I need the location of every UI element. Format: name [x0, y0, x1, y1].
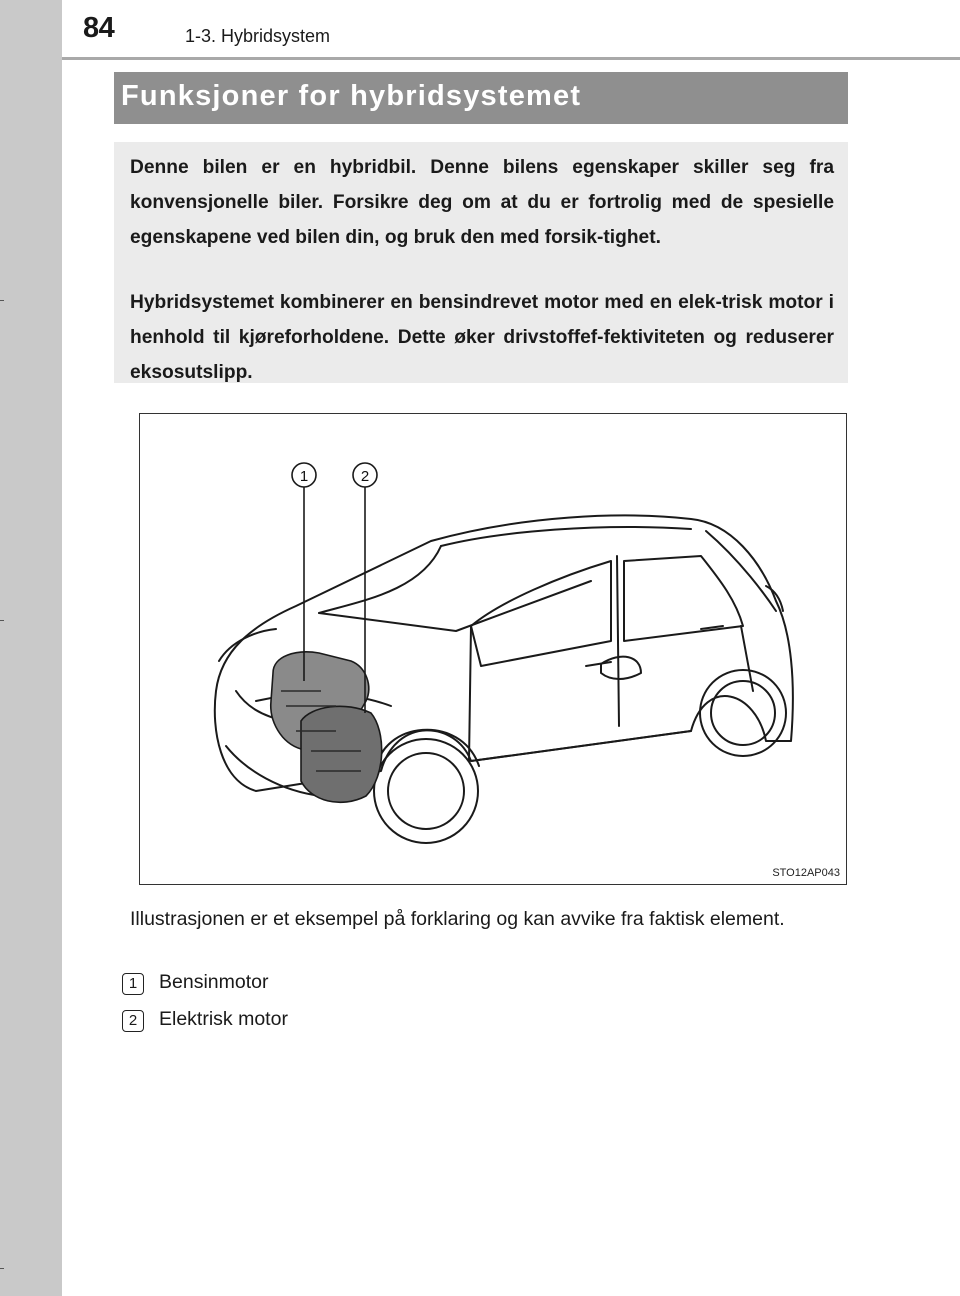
- section-title: Funksjoner for hybridsystemet: [121, 80, 582, 112]
- figure-callout-1: 1: [299, 468, 309, 485]
- margin-tick: [0, 1268, 4, 1269]
- header-rule: [62, 57, 960, 60]
- figure-code: STO12AP043: [772, 867, 840, 879]
- hybrid-car-illustration: [140, 414, 845, 883]
- legend-label: Bensinmotor: [159, 971, 269, 993]
- intro-paragraph: Denne bilen er en hybridbil. Denne bilens egenskaper skiller seg fra konvensjonelle biler. Forsikre deg om at du er fortrolig med de spesielle egenskapene ved bilen din, og bruk den med forsik-tighet.: [130, 157, 834, 248]
- chapter-title: 1-3. Hybridsystem: [185, 26, 331, 46]
- page-number: 84: [83, 12, 115, 44]
- margin-tick: [0, 300, 4, 301]
- figure-caption: Illustrasjonen er et eksempel på forklaring og kan avvike fra faktisk element.: [130, 908, 785, 930]
- figure-frame: [139, 413, 847, 885]
- legend-label: Elektrisk motor: [159, 1008, 288, 1030]
- margin-tick: [0, 620, 4, 621]
- figure-callout-2: 2: [360, 468, 370, 485]
- intro-paragraph: Hybridsystemet kombinerer en bensindrevet motor med en elek-trisk motor i henhold til kjøreforholdene. Dette øker drivstoffef-fektiviteten og reduserer eksosutslipp.: [130, 292, 834, 383]
- legend-number-badge: 1: [122, 973, 144, 995]
- legend-number-badge: 2: [122, 1010, 144, 1032]
- page-margin-tab: [0, 0, 62, 1296]
